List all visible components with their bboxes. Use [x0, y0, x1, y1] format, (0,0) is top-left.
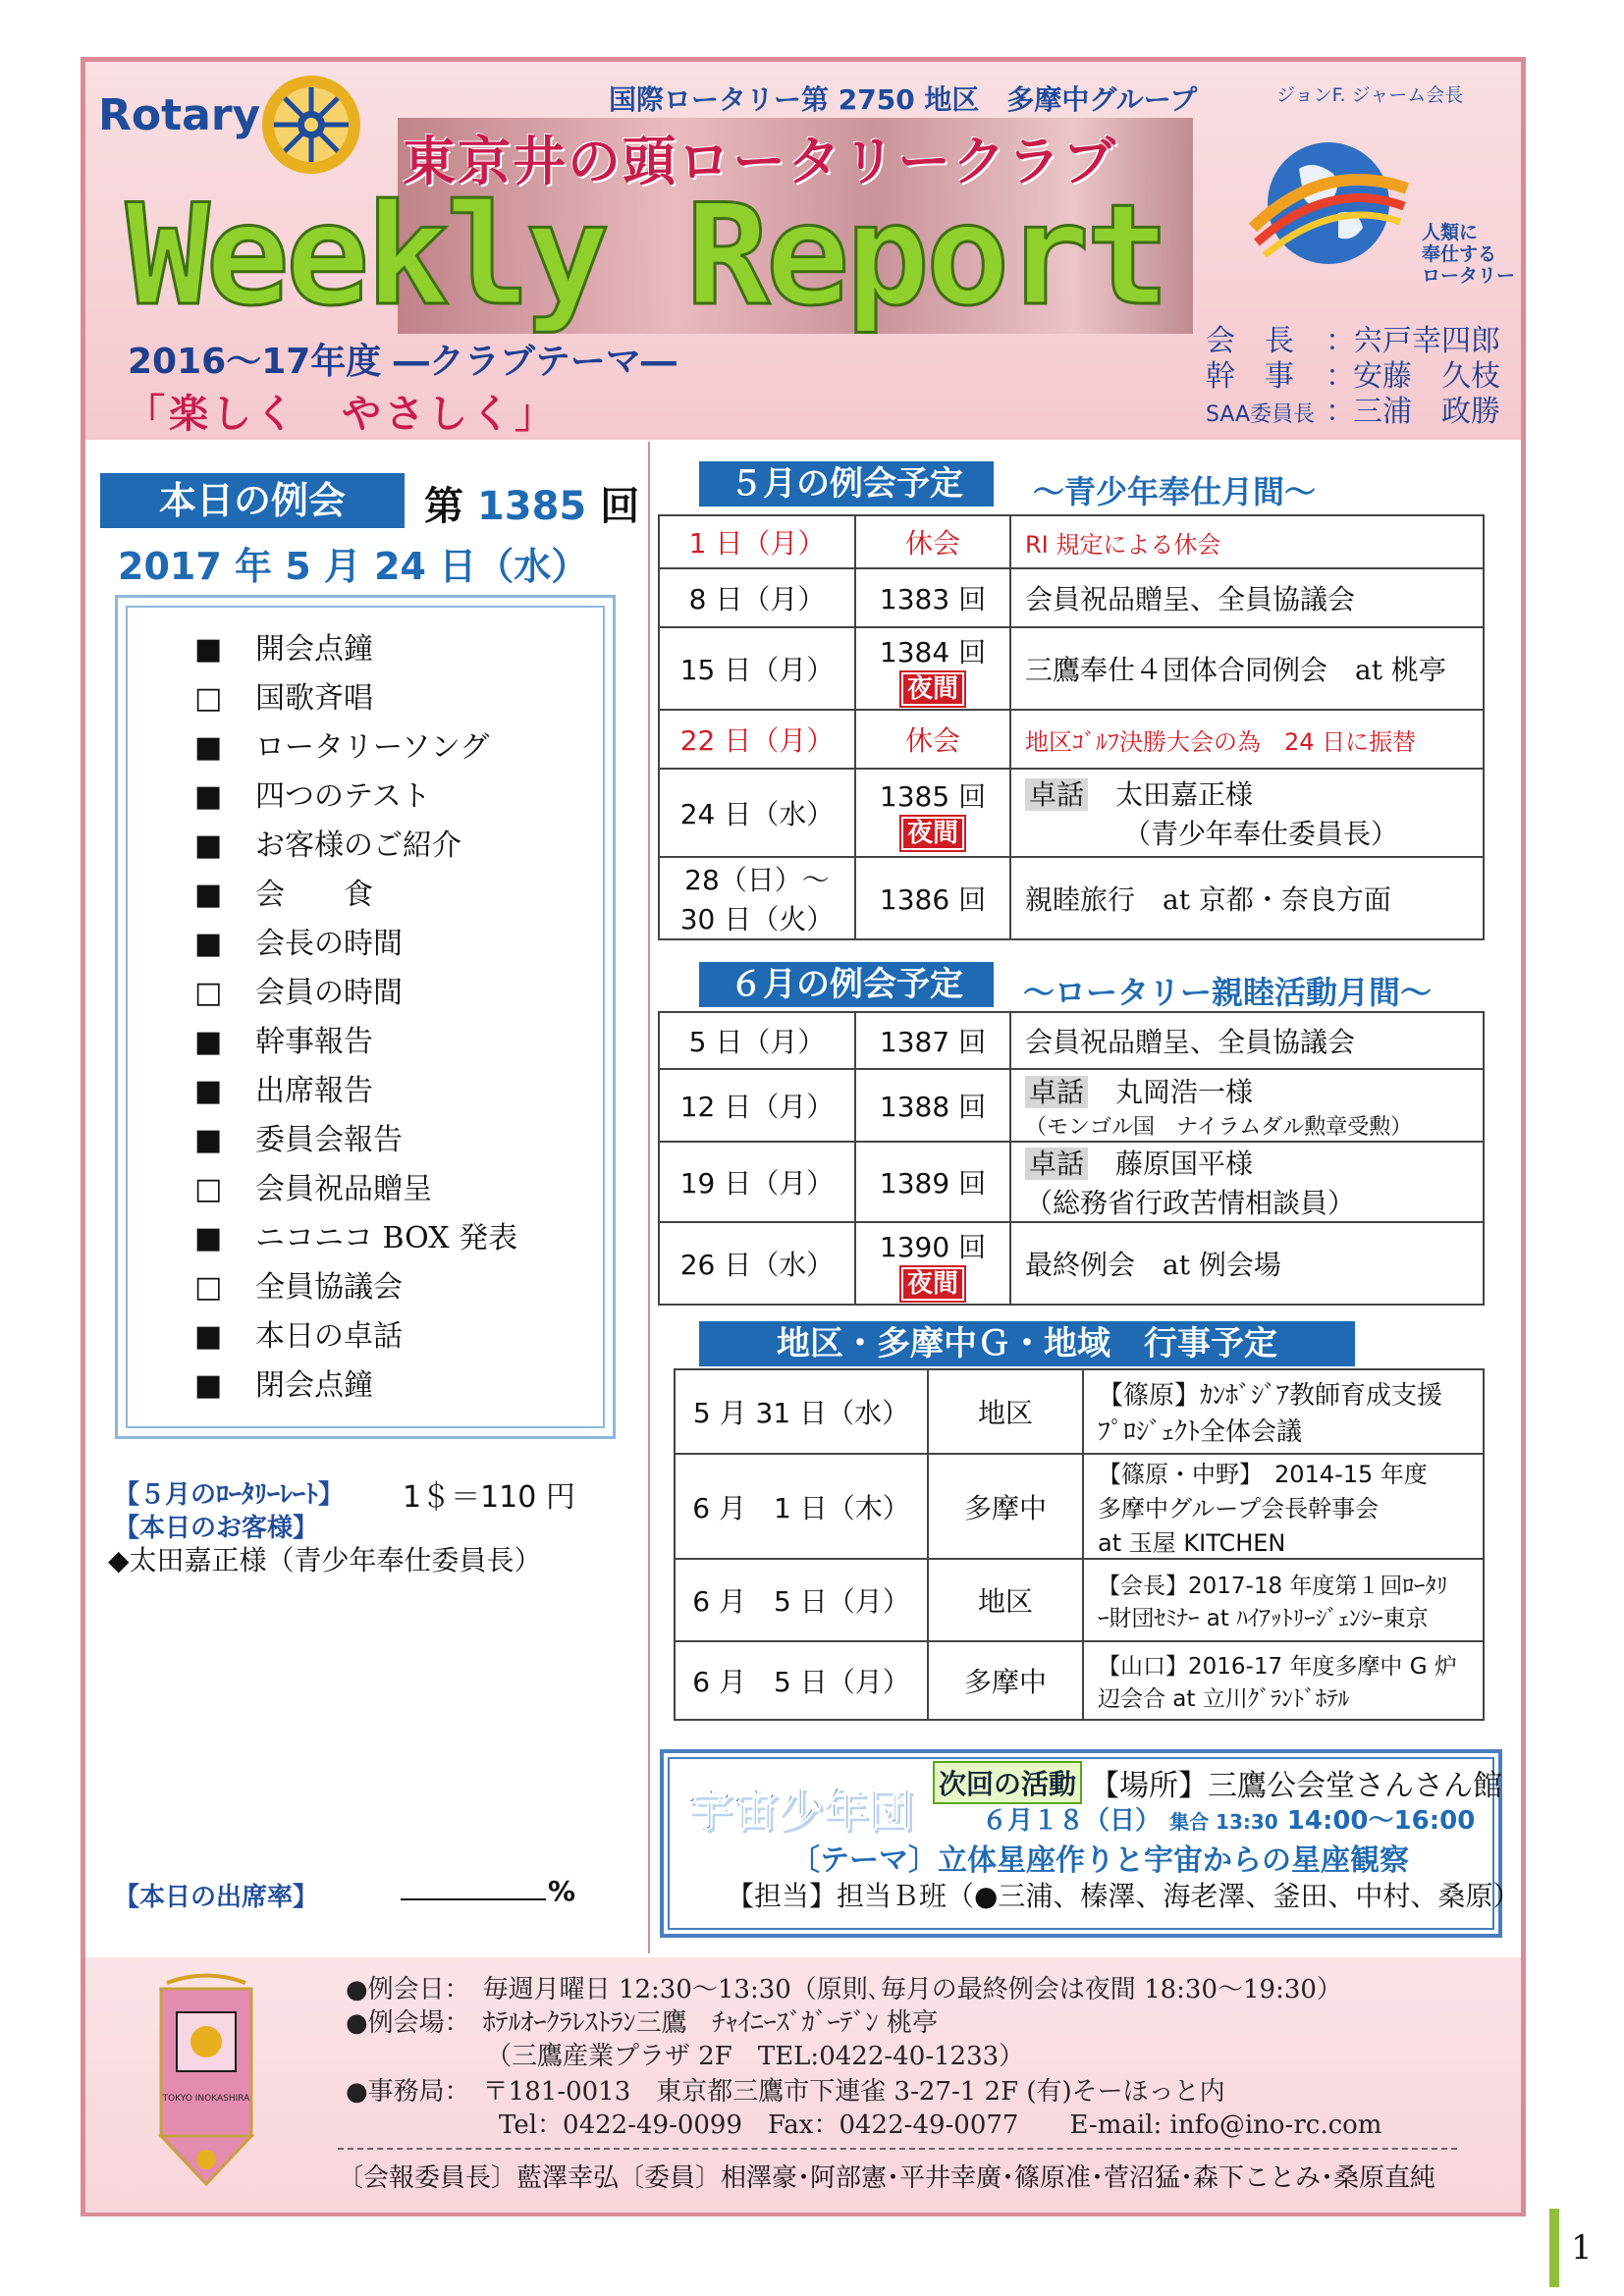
officer-saa: SAA委員長 ：三浦 政勝 — [1206, 395, 1500, 429]
program-checkbox-icon: ■ — [194, 730, 223, 765]
program-item — [194, 1066, 373, 1109]
cell-number-value: 1390 回 — [879, 1231, 987, 1263]
program-item — [194, 673, 373, 717]
page-number: 1 — [1571, 2228, 1593, 2268]
cell-content — [1083, 1559, 1484, 1641]
guest-name: ◆太田嘉正様（青少年奉仕委員長） — [108, 1544, 542, 1576]
program-item — [194, 919, 403, 962]
event-line: 【篠原】ｶﾝﾎﾞｼﾞｱ教師育成支援 — [1098, 1381, 1443, 1411]
banner-text: TOKYO INOKASHIRA — [162, 2094, 250, 2104]
events-table — [674, 1368, 1485, 1721]
program-item — [194, 624, 373, 667]
cell-number: 1388 回 — [855, 1069, 1010, 1142]
meeting-number — [424, 475, 639, 531]
footer-divider — [338, 2148, 1457, 2150]
program-checkbox-icon: □ — [194, 681, 223, 716]
program-item-label: 会員の時間 — [255, 976, 403, 1010]
program-checkbox-icon: ■ — [194, 1368, 223, 1403]
takuwa-tag: 卓話 — [1025, 1148, 1088, 1180]
slogan-line: ロータリー — [1422, 265, 1516, 287]
cell-date: 12 日（月） — [659, 1069, 855, 1142]
cell-date: 22 日（月） — [659, 710, 855, 769]
activity-time: 14:00～16:00 — [1286, 1806, 1476, 1836]
cell-number — [855, 769, 1010, 857]
event-line: ｰ財団ｾﾐﾅｰ at ﾊｲｱｯﾄﾘｰｼﾞｪﾝｼｰ東京 — [1098, 1606, 1429, 1631]
officer-role: 幹 事 — [1206, 359, 1294, 394]
program-item — [194, 968, 403, 1011]
program-checkbox-icon: □ — [194, 1172, 223, 1206]
program-item — [194, 772, 431, 815]
officer-name: 宍戸幸四郎 — [1353, 324, 1500, 358]
officer-president: 会 長 ：宍戸幸四郎 — [1206, 316, 1500, 359]
speaker-name: 藤原国平様 — [1115, 1148, 1254, 1180]
cell-content — [1083, 1369, 1484, 1454]
cell-date: 26 日（水） — [659, 1222, 855, 1305]
activity-staff: 【担当】担当Ｂ班（●三浦、榛澤、海老澤、釜田、中村、桑原） — [727, 1880, 1521, 1912]
event-line: 辺会合 at 立川ｸﾞﾗﾝﾄﾞﾎﾃﾙ — [1098, 1686, 1350, 1712]
program-item-label: 本日の卓話 — [255, 1319, 403, 1354]
cell-content: RI 規定による休会 — [1010, 515, 1484, 568]
theme-year: 2016～17年度 ―クラブテーマ― — [128, 342, 677, 382]
meeting-number-suffix: 回 — [600, 484, 640, 529]
speaker-name: 丸岡浩一様 — [1115, 1075, 1254, 1108]
footer-line: （三鷹産業プラザ 2F TEL:0422-40-1233） — [346, 2042, 1025, 2071]
cell-number: 休会 — [855, 515, 1010, 568]
program-checkbox-icon: ■ — [194, 632, 223, 667]
program-item-label: ニコニコ BOX 発表 — [255, 1221, 518, 1255]
table-row — [675, 1559, 1484, 1641]
event-line: 【篠原・中野】 2014-15 年度 — [1098, 1461, 1428, 1488]
events-heading: 地区・多摩中Ｇ・地域 行事予定 — [699, 1321, 1355, 1366]
program-item — [194, 1017, 373, 1060]
cell-date: 5 月 31 日（水） — [675, 1369, 928, 1454]
program-item-label: 全員協議会 — [255, 1270, 403, 1305]
cell-number: 休会 — [855, 710, 1010, 769]
night-badge: 夜間 — [901, 1267, 964, 1301]
table-row — [675, 1369, 1484, 1454]
program-item-label: 会員祝品贈呈 — [255, 1172, 432, 1206]
program-item — [194, 1164, 432, 1207]
space-club-logo: 宇宙少年団 — [687, 1784, 913, 1837]
district-name: 国際ロータリー第 2750 地区 多摩中グループ — [609, 83, 1198, 116]
program-item — [194, 1213, 517, 1256]
meeting-date: 2017 年 5 月 24 日（水） — [118, 545, 589, 588]
event-line: ﾌﾟﾛｼﾞｪｸﾄ全体会議 — [1098, 1417, 1303, 1447]
attendance-label: 【本日の出席率】 — [114, 1883, 319, 1912]
activity-datetime — [982, 1800, 1475, 1837]
program-item-label: 四つのテスト — [255, 779, 431, 814]
club-name: 東京井の頭ロータリークラブ — [403, 131, 1117, 192]
program-item-label: 幹事報告 — [255, 1025, 373, 1059]
footer-line: ●例会日： 毎週月曜日 12:30～13:30（原則､毎月の最終例会は夜間 18:30～19:30） — [346, 1975, 1342, 2004]
program-item — [194, 821, 461, 864]
table-row — [659, 710, 1484, 769]
table-row — [659, 769, 1484, 857]
program-checkbox-icon: ■ — [194, 1123, 223, 1157]
speaker-title: （青少年奉仕委員長） — [1123, 818, 1399, 850]
attendance-blank — [401, 1898, 546, 1900]
next-activity-label: 次回の活動 — [933, 1761, 1082, 1804]
cell-date: 1 日（月） — [659, 515, 855, 568]
cell-content — [1083, 1641, 1484, 1720]
program-checkbox-icon: ■ — [194, 1025, 223, 1059]
may-schedule-table — [658, 514, 1485, 940]
program-item — [194, 1115, 403, 1158]
rotary-wheel-icon — [257, 71, 365, 179]
officer-name: 三浦 政勝 — [1353, 395, 1500, 429]
page-number-bar — [1549, 2209, 1559, 2287]
night-badge: 夜間 — [901, 672, 964, 706]
cell-number-value: 1385 回 — [879, 780, 987, 813]
program-checkbox-icon: ■ — [194, 779, 223, 814]
column-divider — [648, 442, 650, 1953]
program-item — [194, 870, 373, 913]
cell-date: 15 日（月） — [659, 627, 855, 710]
meeting-number-value: 1385 — [476, 484, 587, 529]
activity-theme: 〔テーマ〕立体星座作りと宇宙からの星座観察 — [790, 1843, 1409, 1878]
cell-content: 最終例会 at 例会場 — [1010, 1222, 1484, 1305]
slogan-line: 奉仕する — [1422, 243, 1497, 265]
program-item-label: 出席報告 — [255, 1074, 373, 1108]
event-line: at 玉屋 KITCHEN — [1098, 1529, 1286, 1557]
cell-content — [1083, 1454, 1484, 1559]
table-row — [659, 1069, 1484, 1142]
program-item — [194, 1311, 403, 1355]
cell-content — [1010, 1069, 1484, 1142]
takuwa-tag: 卓話 — [1025, 778, 1088, 811]
june-schedule-table — [658, 1011, 1485, 1306]
cell-number: 1387 回 — [855, 1012, 1010, 1069]
program-item — [194, 1361, 373, 1404]
cell-content: 会員祝品贈呈、全員協議会 — [1010, 1012, 1484, 1069]
cell-content — [1010, 1142, 1484, 1222]
program-checkbox-icon: ■ — [194, 1074, 223, 1108]
globe-icon — [1245, 120, 1412, 287]
footer-line: ●事務局： 〒181-0013 東京都三鷹市下連雀 3-27-1 2F (有)そーほっと内 — [346, 2077, 1225, 2107]
footer-line: ●例会場： ﾎﾃﾙｵｰｸﾗﾚｽﾄﾗﾝ三鷹 ﾁｬｲﾆｰｽﾞｶﾞｰﾃﾞﾝ 桃亭 — [346, 2008, 938, 2038]
night-badge: 夜間 — [901, 817, 964, 850]
officer-role: 会 長 — [1206, 324, 1294, 358]
cell-scope: 多摩中 — [928, 1454, 1083, 1559]
program-item — [194, 722, 489, 766]
attendance-unit: % — [548, 1875, 576, 1907]
slogan-line: 人類に — [1422, 222, 1479, 243]
ri-president: ジョンF. ジャーム会長 — [1276, 84, 1464, 106]
cell-date: 6 月 5 日（月） — [675, 1641, 928, 1720]
cell-date: 24 日（水） — [659, 769, 855, 857]
meeting-number-prefix: 第 — [424, 484, 463, 529]
rotary-rate-value: 1＄＝110 円 — [403, 1480, 575, 1515]
ri-slogan — [1422, 222, 1515, 287]
event-line: 【会長】2017-18 年度第１回ﾛｰﾀﾘ — [1098, 1574, 1448, 1599]
program-checkbox-icon: ■ — [194, 878, 223, 912]
cell-content: 地区ｺﾞﾙﾌ決勝大会の為 24 日に振替 — [1010, 710, 1484, 769]
cell-number — [855, 1222, 1010, 1305]
program-item-label: お客様のご紹介 — [255, 828, 461, 863]
editorial-credits: 〔会報委員長〕藍澤幸弘〔委員〕相澤豪･阿部憲･平井幸廣･篠原准･菅沼猛･森下ことみ･桑原直純 — [338, 2163, 1436, 2193]
cell-number: 1389 回 — [855, 1142, 1010, 1222]
table-row — [659, 568, 1484, 627]
table-row — [659, 857, 1484, 939]
club-theme: 「楽しく やさしく」 — [126, 392, 558, 437]
speaker-name: 太田嘉正様 — [1115, 778, 1254, 811]
table-row — [659, 1142, 1484, 1222]
cell-date-start: 28（日）～ — [684, 864, 830, 896]
table-row — [659, 515, 1484, 568]
report-title: Weekly Report — [126, 175, 1166, 337]
footer-line: Tel：0422-49-0099 Fax：0422-49-0077 E-mail: info@ino-rc.com — [346, 2110, 1382, 2140]
officer-name: 安藤 久枝 — [1353, 359, 1500, 394]
may-heading: ５月の例会予定 — [699, 461, 994, 507]
cell-number: 1386 回 — [855, 857, 1010, 939]
program-item-label: 委員会報告 — [255, 1123, 403, 1157]
cell-number-value: 1384 回 — [879, 636, 987, 668]
program-checkbox-icon: ■ — [194, 1221, 223, 1255]
table-row — [659, 627, 1484, 710]
cell-date: 6 月 5 日（月） — [675, 1559, 928, 1641]
cell-number: 1383 回 — [855, 568, 1010, 627]
activity-gather-time: 集合 13:30 — [1169, 1810, 1278, 1834]
guest-label: 【本日のお客様】 — [114, 1514, 319, 1543]
cell-scope: 地区 — [928, 1369, 1083, 1454]
program-checkbox-icon: ■ — [194, 1319, 223, 1354]
table-row — [675, 1641, 1484, 1720]
cell-date: 6 月 1 日（木） — [675, 1454, 928, 1559]
cell-date: 5 日（月） — [659, 1012, 855, 1069]
cell-content: 親睦旅行 at 京都・奈良方面 — [1010, 857, 1484, 939]
program-item-label: 会長の時間 — [255, 927, 403, 961]
table-row — [659, 1222, 1484, 1305]
program-item-label: 閉会点鐘 — [255, 1368, 373, 1403]
cell-number — [855, 627, 1010, 710]
speaker-title: （総務省行政苦情相談員） — [1025, 1187, 1356, 1219]
program-checkbox-icon: ■ — [194, 927, 223, 961]
cell-date-end: 30 日（火） — [679, 903, 835, 935]
program-item-label: ロータリーソング — [255, 730, 490, 765]
cell-scope: 地区 — [928, 1559, 1083, 1641]
table-row — [675, 1454, 1484, 1559]
event-line: 多摩中グループ会長幹事会 — [1098, 1495, 1380, 1522]
today-meeting-label: 本日の例会 — [100, 473, 405, 528]
event-line: 【山口】2016-17 年度多摩中 G 炉 — [1098, 1654, 1457, 1680]
activity-date: ６月１８（日） — [982, 1806, 1162, 1836]
cell-content: 三鷹奉仕４団体合同例会 at 桃亭 — [1010, 627, 1484, 710]
program-checkbox-icon: □ — [194, 976, 223, 1010]
rotary-wordmark: Rotary — [98, 90, 261, 140]
cell-date: 8 日（月） — [659, 568, 855, 627]
cell-content — [1010, 769, 1484, 857]
cell-date: 19 日（月） — [659, 1142, 855, 1222]
takuwa-tag: 卓話 — [1025, 1076, 1088, 1108]
rotary-rate-label: 【５月のﾛｰﾀﾘｰﾚｰﾄ】 — [114, 1480, 345, 1510]
cell-date — [659, 857, 855, 939]
june-subtitle: ～ロータリー親睦活動月間～ — [1023, 974, 1433, 1011]
activity-place: 【場所】三鷹公会堂さんさん館 — [1090, 1769, 1502, 1803]
program-item — [194, 1262, 403, 1306]
officer-role: SAA委員長 — [1206, 402, 1316, 427]
program-item-label: 国歌斉唱 — [255, 681, 373, 716]
table-row — [659, 1012, 1484, 1069]
cell-scope: 多摩中 — [928, 1641, 1083, 1720]
speaker-title: （モンゴル国 ナイラムダル勲章受勲） — [1025, 1114, 1413, 1140]
program-item-label: 開会点鐘 — [255, 632, 373, 667]
june-heading: ６月の例会予定 — [699, 962, 994, 1007]
officer-secretary: 幹 事 ：安藤 久枝 — [1206, 351, 1500, 395]
program-checkbox-icon: □ — [194, 1270, 223, 1305]
club-banner-icon — [147, 1973, 265, 2199]
may-subtitle: ～青少年奉仕月間～ — [1033, 473, 1317, 510]
program-item-label: 会 食 — [255, 878, 373, 912]
program-checkbox-icon: ■ — [194, 828, 223, 863]
cell-content: 会員祝品贈呈、全員協議会 — [1010, 568, 1484, 627]
